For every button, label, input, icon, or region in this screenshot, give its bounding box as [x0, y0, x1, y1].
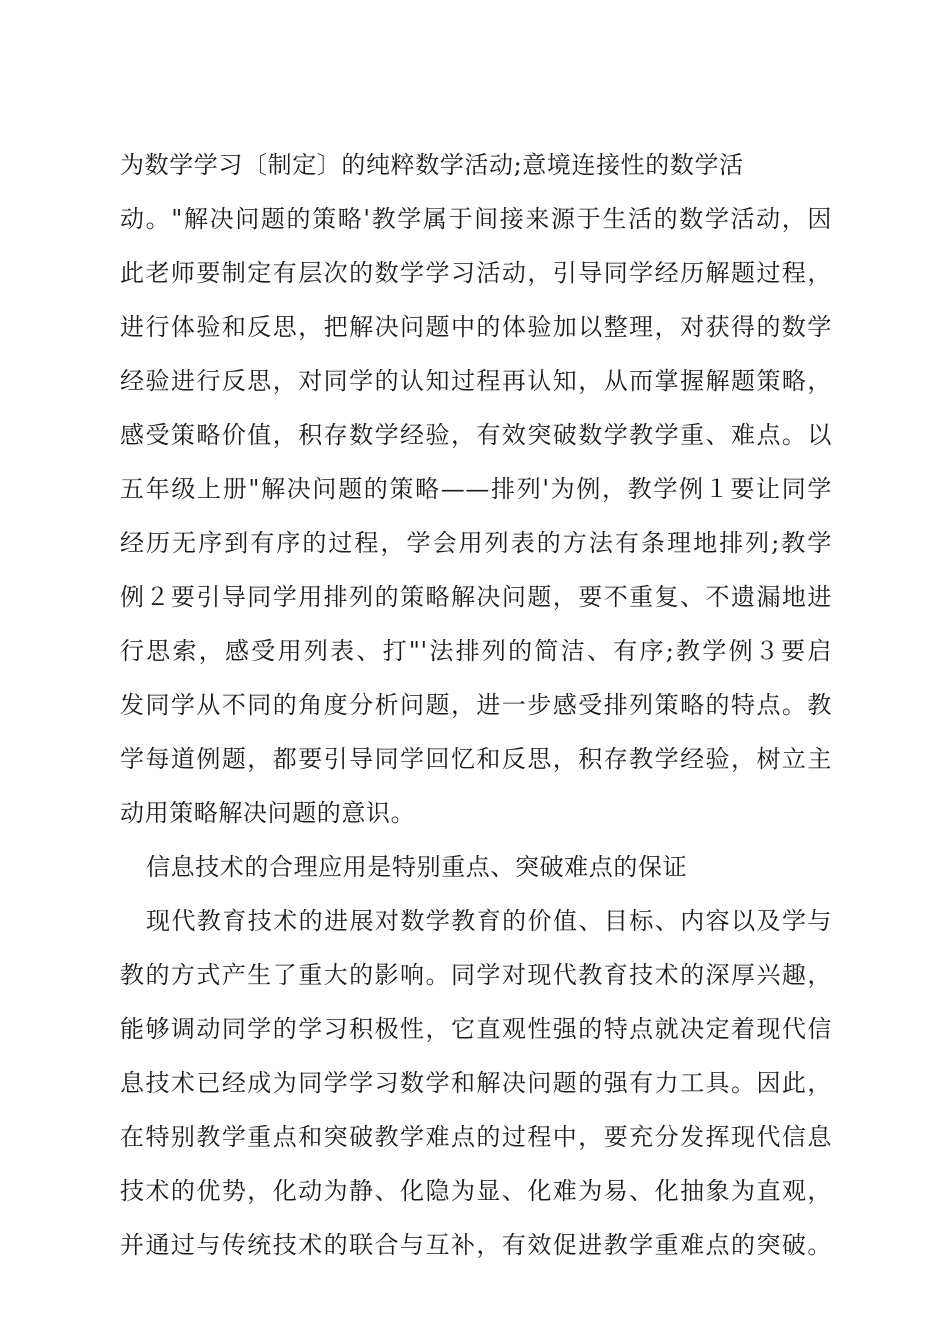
paragraph-1-line-13: 动用策略解决问题的意识。	[120, 799, 416, 827]
paragraph-1-line-2: 动。"解决问题的策略'教学属于间接来源于生活的数学活动，因	[120, 205, 832, 233]
paragraph-1-line-10: 行思索，感受用列表、打"'法排列的简洁、有序;教学例３要启	[120, 637, 832, 665]
paragraph-1-line-5: 经验进行反思，对同学的认知过程再认知，从而掌握解题策略，	[120, 367, 832, 395]
paragraph-1-line-11: 发同学从不同的角度分析问题，进一步感受排列策略的特点。教	[120, 691, 832, 719]
paragraph-3-line-1: 现代教育技术的进展对数学教育的价值、目标、内容以及学与	[146, 907, 832, 935]
paragraph-3-line-3: 能够调动同学的学习积极性，它直观性强的特点就决定着现代信	[120, 1015, 832, 1043]
paragraph-1-line-12: 学每道例题，都要引导同学回忆和反思，积存教学经验，树立主	[120, 745, 832, 773]
paragraph-3-line-2: 教的方式产生了重大的影响。同学对现代教育技术的深厚兴趣，	[120, 961, 832, 989]
paragraph-3-line-4: 息技术已经成为同学学习数学和解决问题的强有力工具。因此，	[120, 1069, 832, 1097]
paragraph-1-line-7: 五年级上册"解决问题的策略——排列'为例，教学例１要让同学	[120, 475, 832, 503]
paragraph-1-line-3: 此老师要制定有层次的数学学习活动，引导同学经历解题过程，	[120, 259, 832, 287]
paragraph-3-line-6: 技术的优势，化动为静、化隐为显、化难为易、化抽象为直观，	[120, 1177, 832, 1205]
paragraph-3-line-5: 在特别教学重点和突破教学难点的过程中，要充分发挥现代信息	[120, 1123, 832, 1151]
paragraph-1-line-8: 经历无序到有序的过程，学会用列表的方法有条理地排列;教学	[120, 529, 832, 557]
paragraph-1-line-1: 为数学学习〔制定〕的纯粹数学活动;意境连接性的数学活	[120, 151, 744, 179]
paragraph-3-line-7: 并通过与传统技术的联合与互补，有效促进教学重难点的突破。	[120, 1231, 832, 1259]
section-heading: 信息技术的合理应用是特别重点、突破难点的保证	[146, 853, 688, 881]
paragraph-1-line-4: 进行体验和反思，把解决问题中的体验加以整理，对获得的数学	[120, 313, 832, 341]
paragraph-1-line-6: 感受策略价值，积存数学经验，有效突破数学教学重、难点。以	[120, 421, 832, 449]
paragraph-1-line-9: 例２要引导同学用排列的策略解决问题，要不重复、不遗漏地进	[120, 583, 832, 611]
